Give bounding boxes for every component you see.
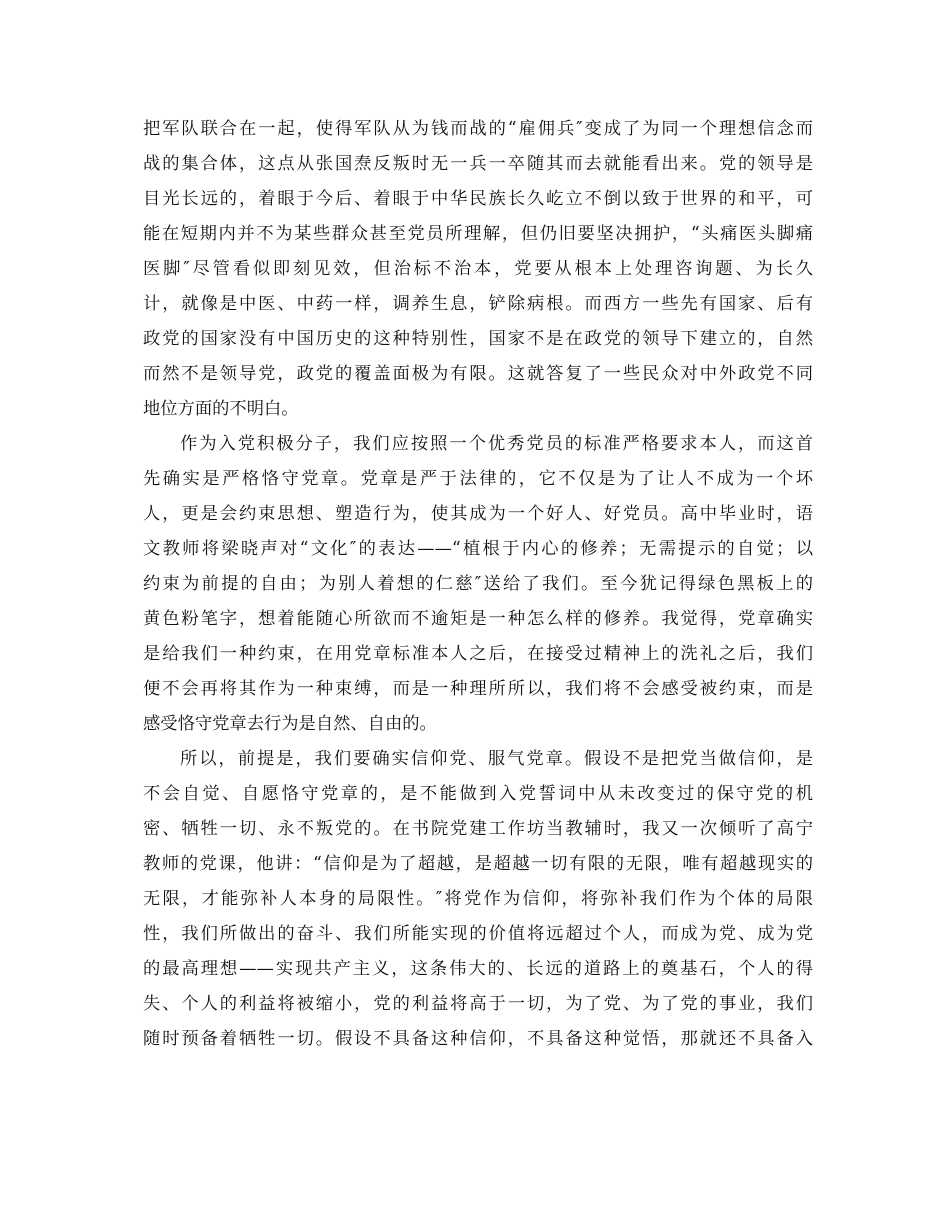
text-line: 的最高理想——实现共产主义，这条伟大的、长远的道路上的奠基石，个人的得: [143, 959, 813, 979]
text-line: 人，更是会约束思想、塑造行为，使其成为一个好人、好党员。高中毕业时，语: [143, 504, 813, 524]
text-line: 不会自觉、自愿恪守党章的，是不能做到入党誓词中从未改变过的保守党的机: [143, 784, 813, 804]
text-line: 密、牺牲一切、永不叛党的。在书院党建工作坊当教辅时，我又一次倾听了高宁: [143, 819, 813, 839]
text-line: 而然不是领导党，政党的覆盖面极为有限。这就答复了一些民众对中外政党不同: [143, 364, 813, 384]
text-line: 政党的国家没有中国历史的这种特别性，国家不是在政党的领导下建立的，自然: [143, 329, 813, 349]
text-line: 先确实是严格恪守党章。党章是严于法律的，它不仅是为了让人不成为一个坏: [143, 469, 813, 489]
text-line: 计，就像是中医、中药一样，调养生息，铲除病根。而西方一些先有国家、后有: [143, 294, 813, 314]
text-line: 随时预备着牺牲一切。假设不具备这种信仰，不具备这种觉悟，那就还不具备入: [143, 1029, 813, 1049]
text-line: 感受恪守党章去行为是自然、自由的。: [143, 714, 437, 734]
text-line: 黄色粉笔字，想着能随心所欲而不逾矩是一种怎么样的修养。我觉得，党章确实: [143, 609, 813, 629]
text-line: 医脚″尽管看似即刻见效，但治标不治本，党要从根本上处理咨询题、为长久: [143, 259, 813, 279]
text-line: 地位方面的不明白。: [143, 399, 299, 419]
text-line: 把军队联合在一起，使得军队从为钱而战的“雇佣兵″变成了为同一个理想信念而: [143, 119, 813, 139]
text-line: 约束为前提的自由；为别人着想的仁慈″送给了我们。至今犹记得绿色黑板上的: [143, 574, 813, 594]
text-line: 战的集合体，这点从张国焘反叛时无一兵一卒随其而去就能看出来。党的领导是: [143, 154, 813, 174]
text-line: 无限，才能弥补人本身的局限性。″将党作为信仰，将弥补我们作为个体的局限: [143, 889, 813, 909]
text-line: 教师的党课，他讲：“信仰是为了超越，是超越一切有限的无限，唯有超越现实的: [143, 854, 813, 874]
text-line: 目光长远的，着眼于今后、着眼于中华民族长久屹立不倒以致于世界的和平，可: [143, 189, 813, 209]
text-line: 便不会再将其作为一种束缚，而是一种理所所以，我们将不会感受被约束，而是: [143, 679, 813, 699]
text-line: 能在短期内并不为某些群众甚至党员所理解，但仍旧要坚决拥护，“头痛医头脚痛: [143, 224, 813, 244]
text-line: 文教师将梁晓声对“文化″的表达——“植根于内心的修养；无需提示的自觉；以: [143, 539, 813, 559]
paragraph-first-line: 所以，前提是，我们要确实信仰党、服气党章。假设不是把党当做信仰，是: [180, 749, 813, 769]
text-line: 性，我们所做出的奋斗、我们所能实现的价值将远超过个人，而成为党、成为党: [143, 924, 813, 944]
text-line: 是给我们一种约束，在用党章标准本人之后，在接受过精神上的洗礼之后，我们: [143, 644, 813, 664]
text-line: 失、个人的利益将被缩小，党的利益将高于一切，为了党、为了党的事业，我们: [143, 994, 813, 1014]
paragraph-first-line: 作为入党积极分子，我们应按照一个优秀党员的标准严格要求本人，而这首: [180, 434, 813, 454]
